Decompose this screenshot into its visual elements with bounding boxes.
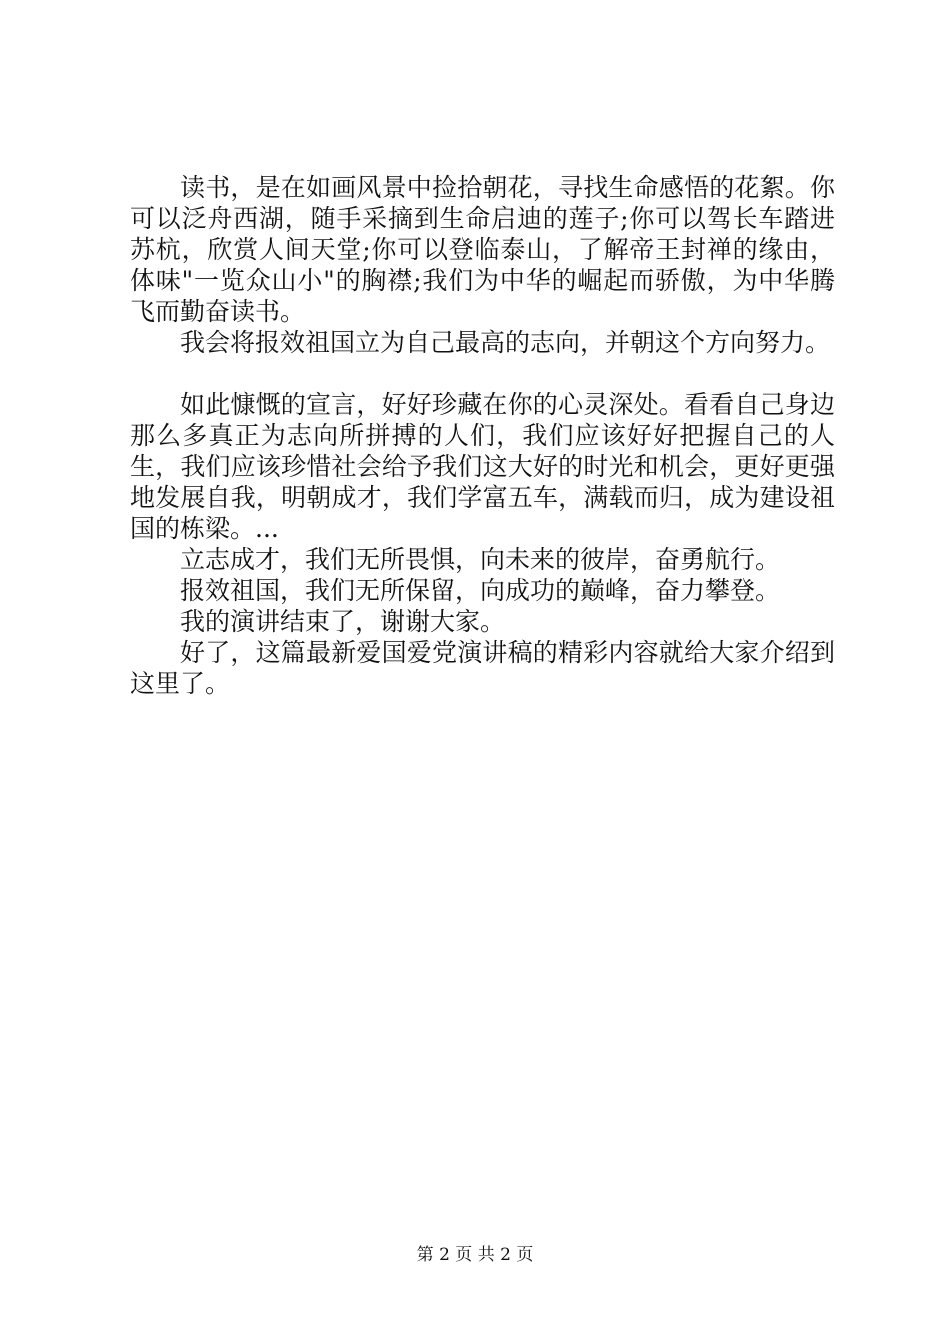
paragraph-outro: 好了，这篇最新爱国爱党演讲稿的精彩内容就给大家介绍到这里了。: [130, 638, 835, 698]
paragraph-closing: 我的演讲结束了，谢谢大家。: [180, 607, 506, 636]
paragraph-ambition: 立志成才，我们无所畏惧，向未来的彼岸，奋勇航行。: [180, 545, 781, 574]
paragraph-service: 报效祖国，我们无所保留，向成功的巅峰，奋力攀登。: [180, 576, 781, 605]
paragraph-pledge: 我会将报效祖国立为自己最高的志向，并朝这个方向努力。: [180, 328, 831, 357]
page-number-footer: 第 2 页 共 2 页: [416, 1245, 534, 1265]
paragraph-declaration: 如此慷慨的宣言，好好珍藏在你的心灵深处。看看自己身边那么多真正为志向所拼搏的人们，我们应该好好把握自己的人生，我们应该珍惜社会给予我们这大好的时光和机会，更好更强地发展自我，明朝成才，我们学富五车，满载而归，成为建设祖国的栋梁。...: [130, 390, 835, 543]
document-body: [130, 172, 835, 699]
paragraph-reading: 读书，是在如画风景中捡拾朝花，寻找生命感悟的花絮。你可以泛舟西湖，随手采摘到生命启迪的莲子;你可以驾长车踏进苏杭，欣赏人间天堂;你可以登临泰山，了解帝王封禅的缘由，体味"一览众山小"的胸襟;我们为中华的崛起而骄傲，为中华腾飞而勤奋读书。: [130, 173, 835, 326]
